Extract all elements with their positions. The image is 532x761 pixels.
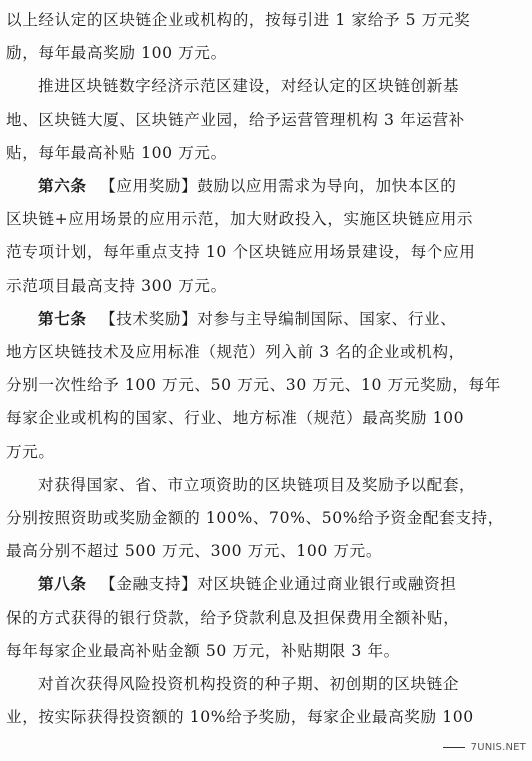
line-text: 每年每家企业最高补贴金额 50 万元，补贴期限 3 年。 bbox=[6, 641, 400, 660]
text-line bbox=[0, 568, 532, 601]
text-line bbox=[0, 70, 532, 103]
line-text: 对获得国家、省、市立项资助的区块链项目及奖励予以配套， bbox=[38, 475, 476, 494]
text-line bbox=[0, 303, 532, 336]
text-line bbox=[0, 104, 532, 137]
line-text: 业，按实际获得投资额的 10%给予奖励，每家企业最高奖励 100 bbox=[6, 708, 474, 727]
line-text: 推进区块链数字经济示范区建设，对经认定的区块链创新基 bbox=[38, 77, 460, 96]
text-line bbox=[0, 436, 532, 469]
line-text: 每家企业或机构的国家、行业、地方标准（规范）最高奖励 100 bbox=[6, 409, 465, 428]
text-line bbox=[0, 668, 532, 701]
line-text: 分别按照资助或奖励金额的 100%、70%、50%给予资金配套支持， bbox=[6, 509, 504, 527]
text-line bbox=[0, 336, 532, 369]
text-line bbox=[0, 701, 532, 734]
text-line bbox=[0, 369, 532, 402]
line-text: 【技术奖励】对参与主导编制国际、国家、行业、 bbox=[100, 309, 457, 328]
text-line bbox=[0, 535, 532, 568]
line-text: 保的方式获得的银行贷款，给予贷款利息及担保费用全额补贴， bbox=[6, 608, 460, 627]
text-line bbox=[0, 4, 532, 37]
footer-dash bbox=[443, 747, 465, 748]
line-text: 范专项计划，每年重点支持 10 个区块链应用场景建设，每个应用 bbox=[6, 243, 476, 262]
page-footer bbox=[443, 738, 526, 756]
text-line bbox=[0, 402, 532, 435]
line-text: 【金融支持】对区块链企业通过商业银行或融资担 bbox=[100, 575, 457, 594]
line-text: 分别一次性给予 100 万元、50 万元、30 万元、10 万元奖励，每年 bbox=[6, 376, 501, 395]
article-label: 第八条 bbox=[38, 575, 87, 594]
line-text: 最高分别不超过 500 万元、300 万元、100 万元。 bbox=[6, 542, 383, 561]
watermark: 7UNIS.NET bbox=[470, 741, 526, 753]
line-text: 对首次获得风险投资机构投资的种子期、初创期的区块链企 bbox=[38, 675, 460, 693]
line-text: 励，每年最高奖励 100 万元。 bbox=[6, 44, 227, 63]
line-text: 贴，每年最高补贴 100 万元。 bbox=[6, 143, 227, 162]
line-text: 区块链+应用场景的应用示范，加大财政投入，实施区块链应用示 bbox=[6, 210, 474, 229]
line-text: 以上经认定的区块链企业或机构的，按每引进 1 家给予 5 万元奖 bbox=[6, 11, 471, 29]
text-line bbox=[0, 602, 532, 635]
text-line bbox=[0, 170, 532, 203]
text-line bbox=[0, 203, 532, 236]
line-text: 【应用奖励】鼓励以应用需求为导向，加快本区的 bbox=[100, 177, 457, 195]
line-text: 示范项目最高支持 300 万元。 bbox=[6, 276, 227, 295]
text-line bbox=[0, 635, 532, 668]
article-label: 第七条 bbox=[38, 309, 87, 328]
text-line bbox=[0, 270, 532, 303]
text-line bbox=[0, 137, 532, 170]
line-text: 地方区块链技术及应用标准（规范）列入前 3 名的企业或机构， bbox=[6, 343, 465, 361]
text-line bbox=[0, 37, 532, 70]
line-text: 地、区块链大厦、区块链产业园，给予运营管理机构 3 年运营补 bbox=[6, 110, 465, 129]
text-line bbox=[0, 236, 532, 269]
text-line bbox=[0, 469, 532, 502]
text-line bbox=[0, 502, 532, 535]
article-label: 第六条 bbox=[38, 177, 87, 195]
line-text: 万元。 bbox=[6, 442, 55, 461]
